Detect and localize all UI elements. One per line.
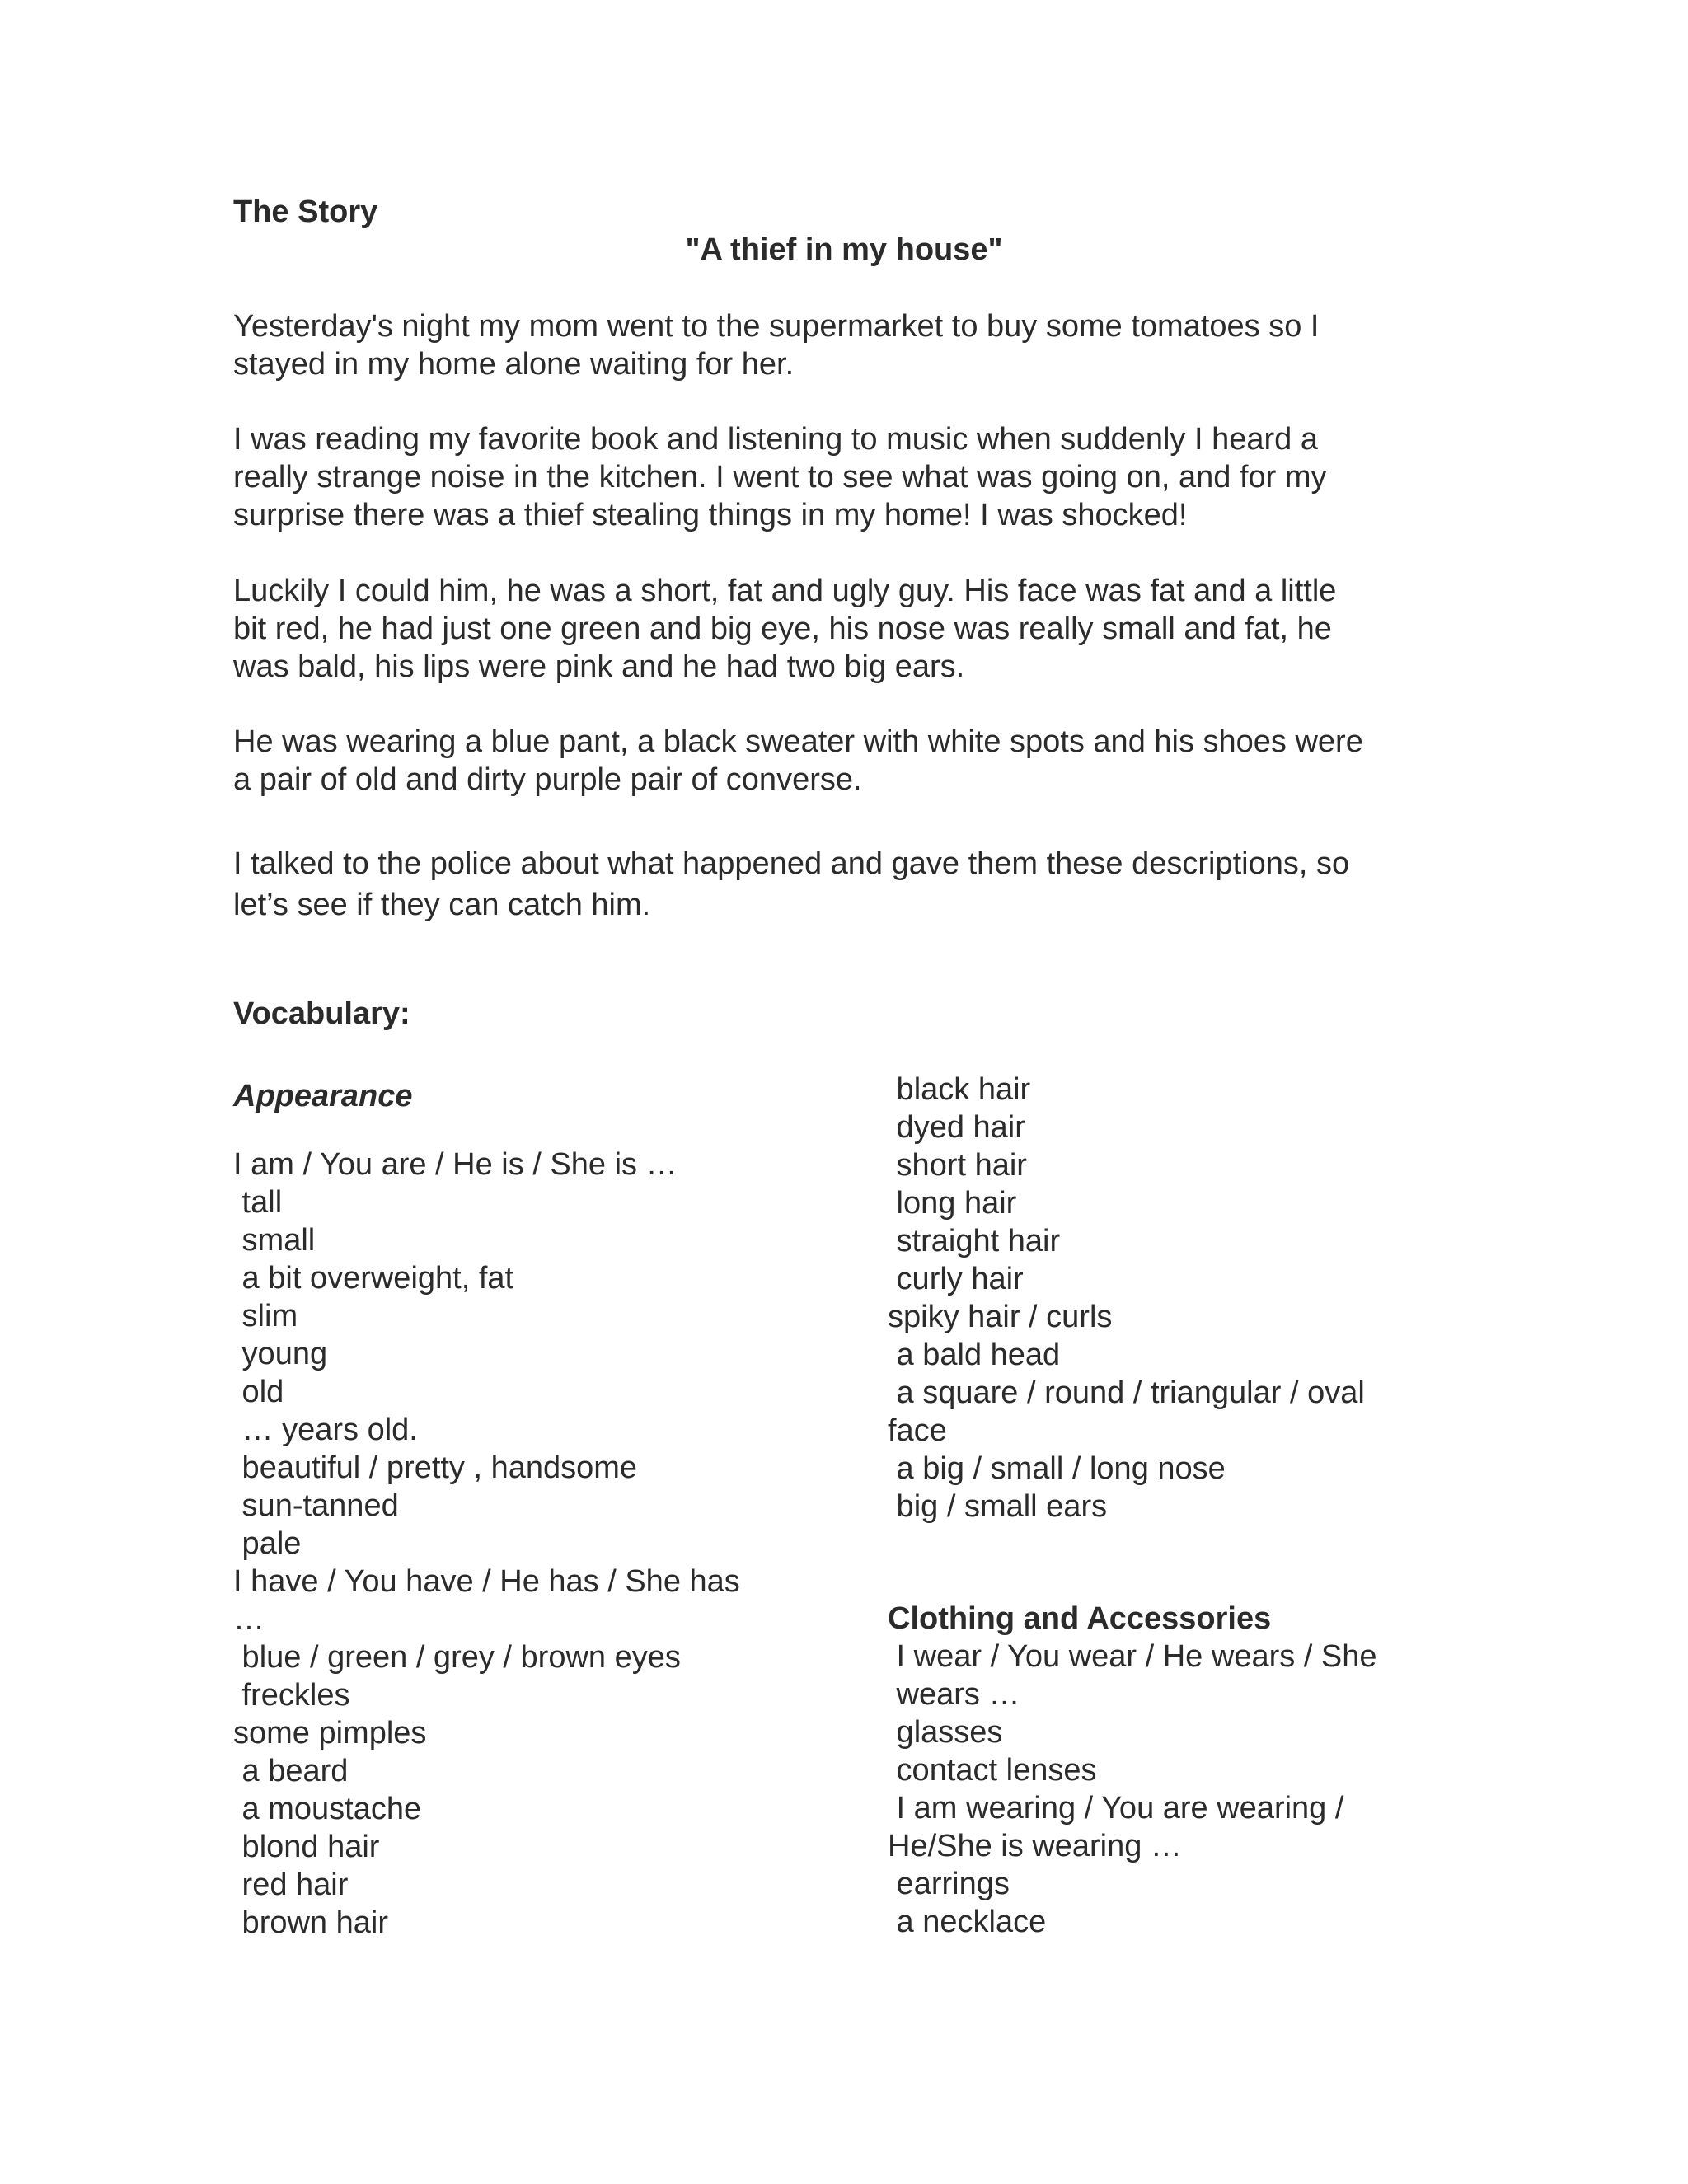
list-item: glasses [888,1715,1003,1750]
list-item: I wear / You wear / He wears / She [888,1639,1377,1674]
list-item: dyed hair [888,1110,1025,1145]
list-item: … [233,1602,265,1637]
story-title: "A thief in my house" [685,232,1003,267]
clothing-heading: Clothing and Accessories [888,1601,1272,1636]
list-item: wears … [888,1677,1020,1712]
list-item: old [233,1375,284,1409]
list-item: I am / You are / He is / She is … [233,1147,678,1182]
list-item: face [888,1413,947,1448]
list-item: slim [233,1299,298,1333]
list-item: straight hair [888,1224,1061,1258]
story-paragraph-3: Luckily I could him, he was a short, fat and ugly guy. His face was fat and a little bit red, he had just one green and big eye, his nose was really small and fat, he was bald, his lips were pink and he had two big ears. [233,574,1337,684]
list-item: blue / green / grey / brown eyes [233,1640,681,1675]
list-item: small [233,1223,316,1258]
appearance-list-left [233,1146,810,1942]
story-paragraph-5: I talked to the police about what happened and gave them these descriptions, so let’s see if they can catch him. [233,846,1350,922]
list-item: earrings [888,1867,1010,1901]
list-item: young [233,1337,328,1371]
list-item: short hair [888,1148,1027,1183]
list-item: some pimples [233,1716,427,1750]
story-paragraph-4: He was wearing a blue pant, a black sweater with white spots and his shoes were a pair of old and dirty purple pair of converse. [233,724,1363,797]
list-item: I have / You have / He has / She has [233,1564,740,1599]
list-item: black hair [888,1072,1031,1107]
list-item: sun-tanned [233,1488,399,1523]
list-item: big / small ears [888,1489,1108,1524]
list-item: a big / small / long nose [888,1451,1226,1486]
appearance-heading: Appearance [233,1079,413,1113]
list-item: freckles [233,1678,350,1713]
appearance-list-right [888,1071,1465,1526]
list-item: a beard [233,1754,349,1788]
list-item: a necklace [888,1905,1047,1939]
list-item: blond hair [233,1830,380,1864]
list-item: a bald head [888,1338,1061,1372]
story-paragraph-1: Yesterday's night my mom went to the supermarket to buy some tomatoes so I stayed in my home alone waiting for her. [233,309,1320,382]
story-label: The Story [233,194,378,229]
list-item: curly hair [888,1262,1024,1296]
list-item: red hair [233,1868,349,1902]
vocabulary-heading: Vocabulary: [233,996,410,1031]
list-item: spiky hair / curls [888,1300,1113,1334]
list-item: I am wearing / You are wearing / [888,1791,1344,1825]
list-item: a square / round / triangular / oval [888,1376,1365,1410]
list-item: long hair [888,1186,1017,1221]
list-item: a moustache [233,1792,422,1826]
list-item: … years old. [233,1413,418,1447]
list-item: beautiful / pretty , handsome [233,1451,638,1485]
list-item: pale [233,1526,302,1561]
clothing-list [888,1638,1465,1941]
list-item: He/She is wearing … [888,1829,1182,1863]
list-item: contact lenses [888,1753,1097,1788]
list-item: tall [233,1185,283,1220]
list-item: a bit overweight, fat [233,1261,514,1296]
list-item: brown hair [233,1905,388,1940]
story-paragraph-2: I was reading my favorite book and listening to music when suddenly I heard a really strange noise in the kitchen. I went to see what was going on, and for my surprise there was a thief stealing things in my home! I was shocked! [233,422,1327,532]
